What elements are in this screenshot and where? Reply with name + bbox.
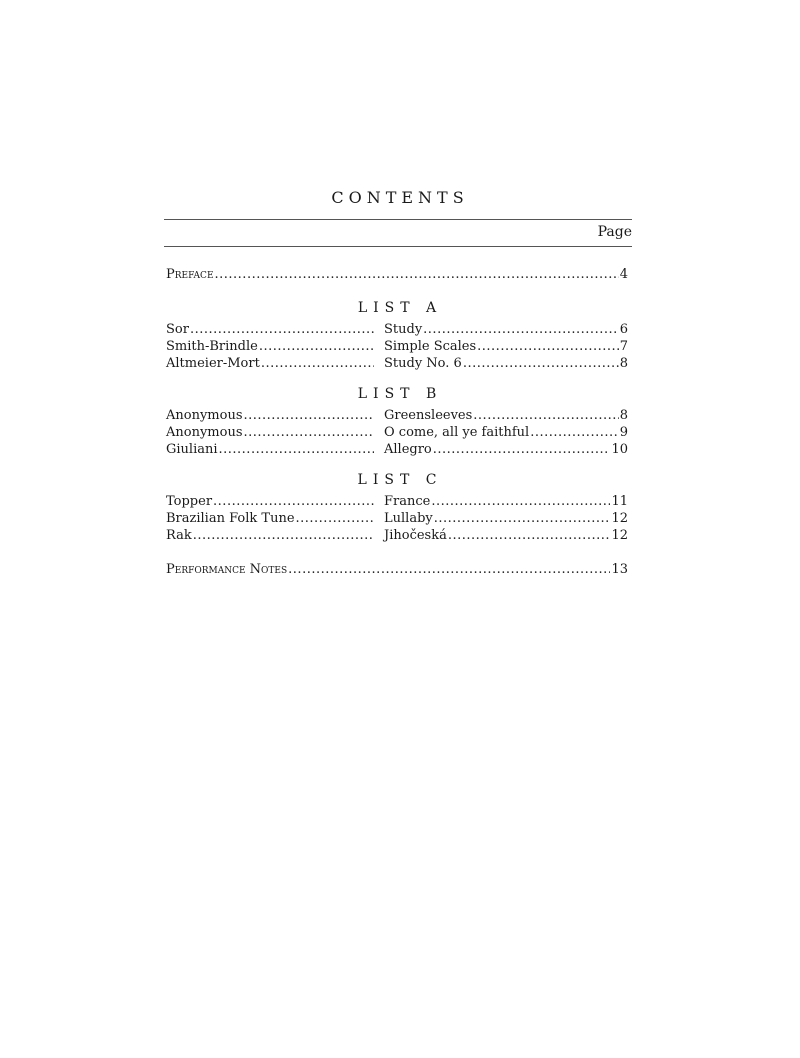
dot-leader xyxy=(448,527,611,545)
list-item xyxy=(384,510,628,528)
list-c-heading: LIST C xyxy=(357,472,443,488)
piece: Simple Scales xyxy=(384,339,477,354)
composer: Altmeier-Mort xyxy=(166,356,260,371)
page-number: 9 xyxy=(619,425,628,440)
composer: Rak xyxy=(166,528,192,543)
list-item xyxy=(384,407,628,425)
header-rule xyxy=(164,246,632,247)
dot-leader xyxy=(193,527,374,545)
toc-entry-label: Performance Notes xyxy=(166,562,288,577)
piece: O come, all ye faithful xyxy=(384,425,530,440)
page-number: 8 xyxy=(619,356,628,371)
dot-leader xyxy=(530,424,619,442)
list-item xyxy=(166,355,375,373)
piece: Lullaby xyxy=(384,511,433,526)
dot-leader xyxy=(215,266,619,284)
list-b-heading: LIST B xyxy=(357,386,443,402)
dot-leader xyxy=(431,493,610,511)
piece: Study No. 6 xyxy=(384,356,462,371)
list-item xyxy=(166,527,375,545)
dot-leader xyxy=(288,561,610,579)
composer: Topper xyxy=(166,494,213,509)
piece: Greensleeves xyxy=(384,408,473,423)
composer: Anonymous xyxy=(166,408,243,423)
page-number: 8 xyxy=(619,408,628,423)
composer: Sor xyxy=(166,322,189,337)
dot-leader xyxy=(244,407,374,425)
dot-leader xyxy=(434,510,611,528)
page-number: 10 xyxy=(611,442,628,457)
composer: Smith-Brindle xyxy=(166,339,258,354)
list-item xyxy=(166,493,375,511)
dot-leader xyxy=(213,493,374,511)
dot-leader xyxy=(423,321,619,339)
dot-leader xyxy=(244,424,374,442)
dot-leader xyxy=(259,338,374,356)
list-item xyxy=(384,527,628,545)
list-item xyxy=(384,424,628,442)
list-item xyxy=(384,441,628,459)
page-number: 6 xyxy=(619,322,628,337)
composer: Giuliani xyxy=(166,442,218,457)
piece: Jihočeská xyxy=(384,528,447,543)
top-rule xyxy=(164,219,632,220)
dot-leader xyxy=(477,338,619,356)
piece: Study xyxy=(384,322,423,337)
page-number: 12 xyxy=(611,528,628,543)
list-item xyxy=(166,407,375,425)
list-item xyxy=(384,355,628,373)
page-title: CONTENTS xyxy=(331,188,469,207)
list-item xyxy=(384,321,628,339)
page-number: 12 xyxy=(611,511,628,526)
toc-entry-page: 4 xyxy=(619,267,628,282)
piece: France xyxy=(384,494,431,509)
toc-entry-preface xyxy=(166,266,628,284)
dot-leader xyxy=(296,510,374,528)
dot-leader xyxy=(219,441,374,459)
page-number: 7 xyxy=(619,339,628,354)
composer: Brazilian Folk Tune xyxy=(166,511,295,526)
toc-entry-performance-notes xyxy=(166,561,628,579)
dot-leader xyxy=(463,355,619,373)
page-column-header: Page xyxy=(597,224,632,240)
list-item xyxy=(166,424,375,442)
list-item xyxy=(166,321,375,339)
page-number: 11 xyxy=(611,494,628,509)
toc-entry-page: 13 xyxy=(611,562,628,577)
dot-leader xyxy=(473,407,618,425)
list-item xyxy=(166,338,375,356)
dot-leader xyxy=(261,355,374,373)
piece: Allegro xyxy=(384,442,432,457)
composer: Anonymous xyxy=(166,425,243,440)
dot-leader xyxy=(433,441,611,459)
list-a-heading: LIST A xyxy=(357,300,443,316)
toc-entry-label: Preface xyxy=(166,267,214,282)
list-item xyxy=(384,338,628,356)
list-item xyxy=(166,510,375,528)
list-item xyxy=(384,493,628,511)
dot-leader xyxy=(190,321,374,339)
list-item xyxy=(166,441,375,459)
